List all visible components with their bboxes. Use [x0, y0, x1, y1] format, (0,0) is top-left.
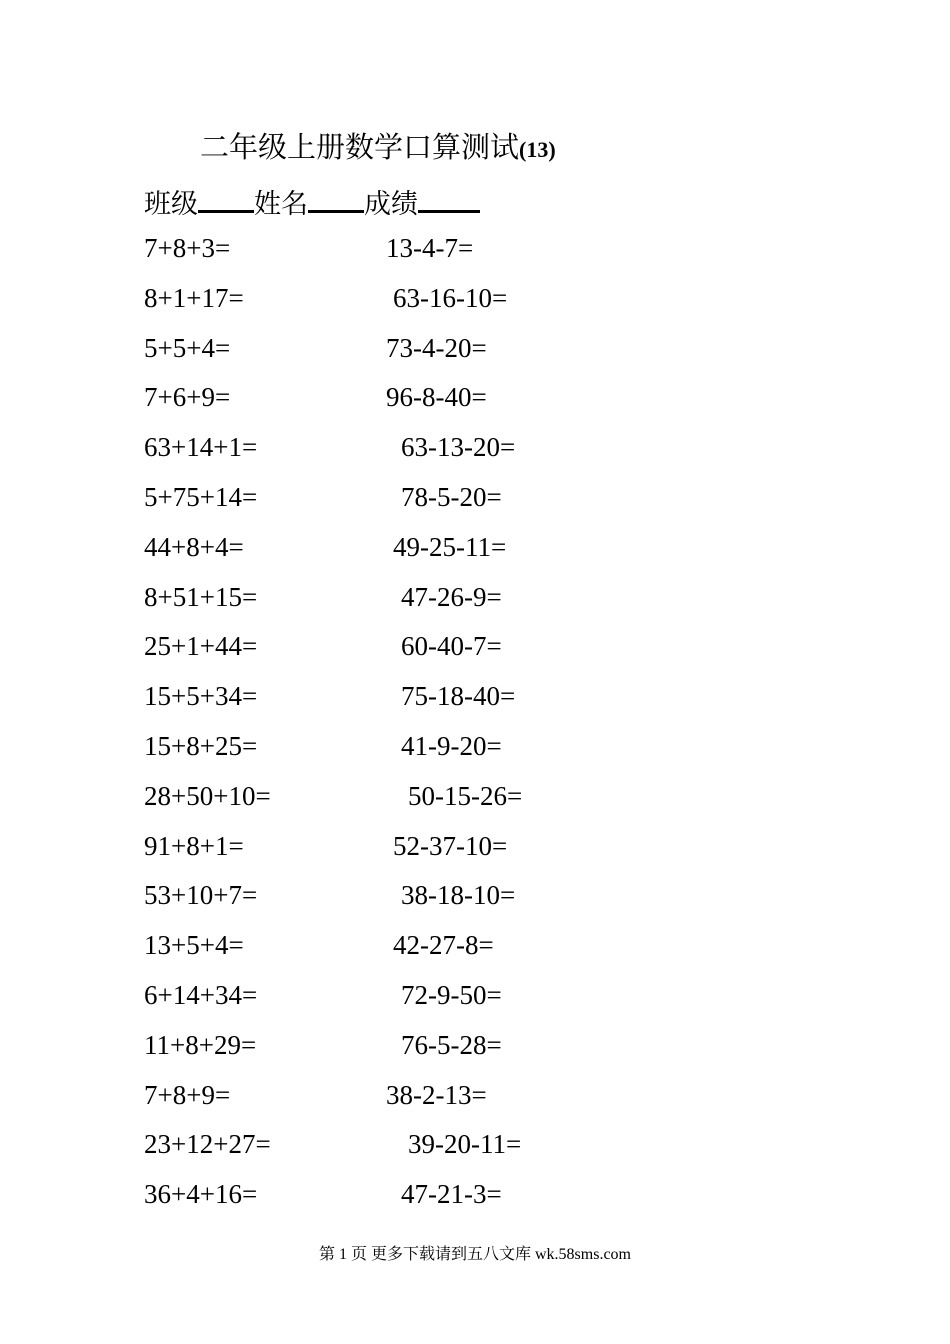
- problem-row: [0, 826, 950, 876]
- addition-problem: 7+8+3=: [144, 233, 231, 263]
- class-label: 班级: [144, 189, 198, 219]
- addition-problem: 6+14+34=: [144, 979, 258, 1010]
- score-label: 成绩: [364, 189, 418, 219]
- problem-row: [0, 527, 950, 577]
- score-blank[interactable]: [418, 180, 480, 213]
- problem-row: [0, 626, 950, 676]
- problem-row: [0, 676, 950, 726]
- problem-row: [0, 477, 950, 527]
- addition-problem: 28+50+10=: [144, 780, 271, 811]
- student-info-line: [144, 180, 480, 224]
- problem-row: [0, 1124, 950, 1174]
- subtraction-problem: 38-2-13=: [386, 1079, 487, 1110]
- addition-problem: 91+8+1=: [144, 830, 244, 861]
- problem-row: [0, 776, 950, 826]
- subtraction-problem: 63-16-10=: [393, 282, 508, 313]
- subtraction-problem: 52-37-10=: [393, 830, 508, 861]
- title-number: (13): [519, 137, 556, 162]
- problem-row: [0, 328, 950, 378]
- name-label: 姓名: [254, 189, 308, 219]
- addition-problem: 25+1+44=: [144, 631, 258, 662]
- name-blank[interactable]: [308, 180, 364, 213]
- problem-row: [0, 1174, 950, 1224]
- page-title: [200, 128, 556, 170]
- problem-row: [0, 278, 950, 328]
- subtraction-problem: 50-15-26=: [408, 780, 523, 811]
- addition-problem: 8+51+15=: [144, 581, 258, 612]
- problem-row: [0, 228, 950, 278]
- problem-row: [0, 1025, 950, 1075]
- subtraction-problem: 49-25-11=: [393, 531, 507, 562]
- subtraction-problem: 73-4-20=: [386, 332, 487, 363]
- problem-row: [0, 577, 950, 627]
- addition-problem: 13+5+4=: [144, 930, 244, 961]
- addition-problem: 36+4+16=: [144, 1179, 258, 1210]
- problem-row: [0, 726, 950, 776]
- problem-row: [0, 925, 950, 975]
- subtraction-problem: 72-9-50=: [401, 979, 502, 1010]
- addition-problem: 7+8+9=: [144, 1079, 231, 1110]
- page-footer: 第 1 页 更多下载请到五八文库 wk.58sms.com: [318, 1246, 631, 1263]
- subtraction-problem: 47-21-3=: [401, 1179, 502, 1210]
- problem-row: [0, 427, 950, 477]
- subtraction-problem: 13-4-7=: [386, 233, 474, 263]
- addition-problem: 23+12+27=: [144, 1129, 271, 1160]
- addition-problem: 11+8+29=: [144, 1029, 257, 1060]
- problem-row: [0, 975, 950, 1025]
- subtraction-problem: 63-13-20=: [401, 432, 516, 463]
- subtraction-problem: 78-5-20=: [401, 481, 502, 512]
- subtraction-problem: 96-8-40=: [386, 382, 487, 413]
- subtraction-problem: 47-26-9=: [401, 581, 502, 612]
- subtraction-problem: 38-18-10=: [401, 880, 516, 911]
- addition-problem: 15+5+34=: [144, 681, 258, 712]
- class-blank[interactable]: [198, 180, 254, 213]
- problem-row: [0, 1075, 950, 1125]
- addition-problem: 53+10+7=: [144, 880, 258, 911]
- addition-problem: 15+8+25=: [144, 730, 258, 761]
- addition-problem: 63+14+1=: [144, 432, 258, 463]
- subtraction-problem: 39-20-11=: [408, 1129, 522, 1160]
- subtraction-problem: 60-40-7=: [401, 631, 502, 662]
- addition-problem: 44+8+4=: [144, 531, 244, 562]
- addition-problem: 5+5+4=: [144, 332, 231, 363]
- problem-row: [0, 377, 950, 427]
- addition-problem: 5+75+14=: [144, 481, 258, 512]
- subtraction-problem: 42-27-8=: [393, 930, 494, 961]
- addition-problem: 7+6+9=: [144, 382, 231, 413]
- subtraction-problem: 41-9-20=: [401, 730, 502, 761]
- problem-row: [0, 875, 950, 925]
- problem-list: [0, 228, 950, 1224]
- addition-problem: 8+1+17=: [144, 282, 244, 313]
- subtraction-problem: 76-5-28=: [401, 1029, 502, 1060]
- title-text: 二年级上册数学口算测试: [200, 132, 520, 164]
- subtraction-problem: 75-18-40=: [401, 681, 516, 712]
